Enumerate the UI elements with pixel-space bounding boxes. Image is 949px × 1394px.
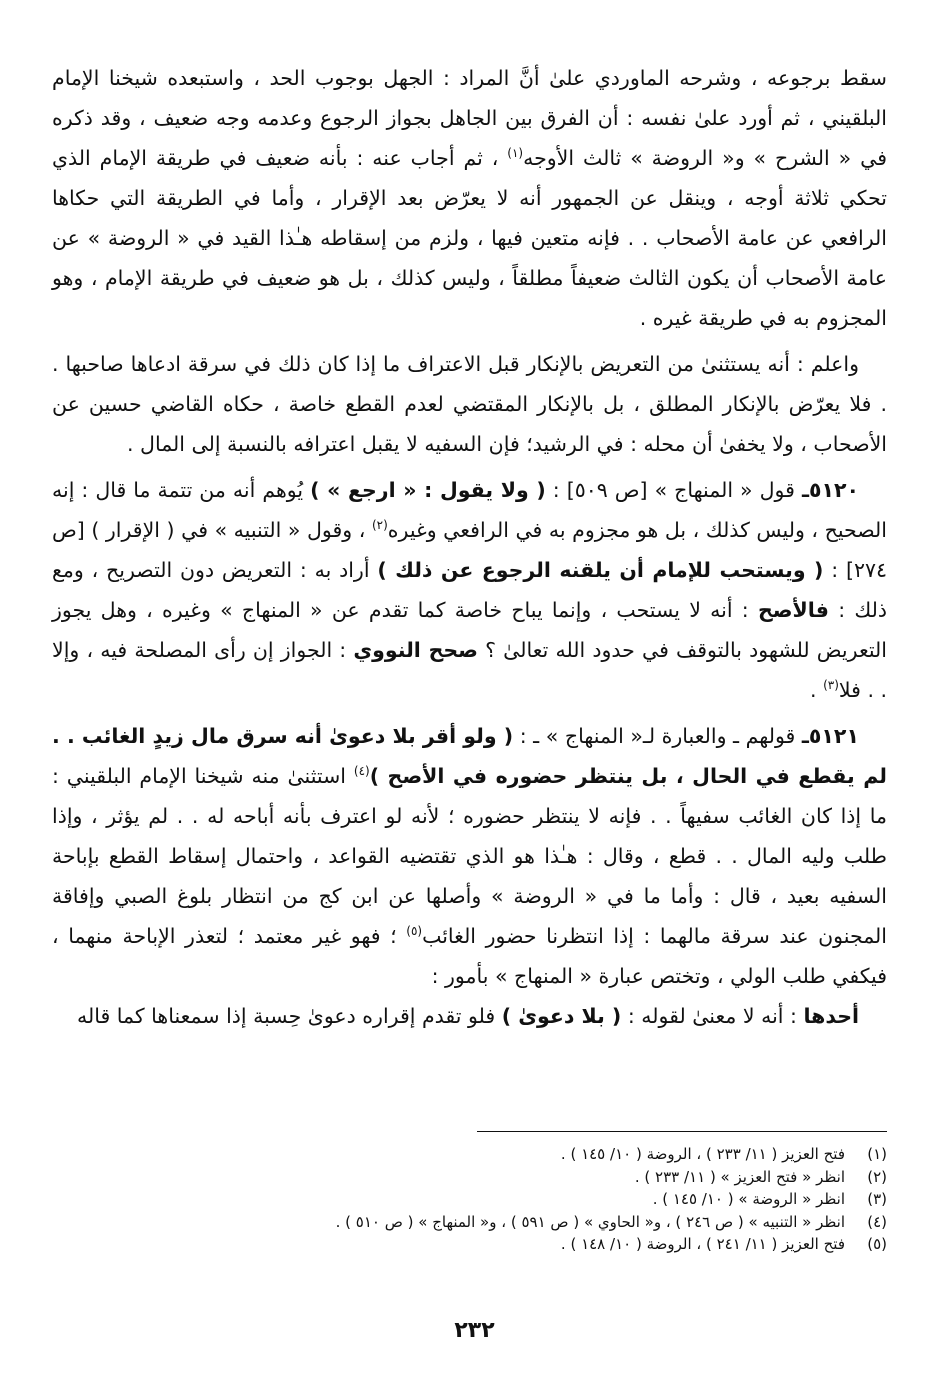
- paragraph-1: [52, 58, 887, 338]
- text-run: واعلم : أنه يستثنىٰ من التعريض بالإنكار قبل الاعتراف ما إذا كان ذلك في سرقة ادعاها صاحبها . . فلا يعرّض بالإنكار المطلق ، بل بالإنكار المقتضي لعدم القطع خاصة ، حكاه القاضي حسين عن الأصحاب ، ولا يخفىٰ أن محله : في الرشيد؛ فإن السفيه لا يقبل اعترافه بالنسبة إلى المال .: [52, 352, 887, 456]
- entry-number: ٥١٢١ـ: [801, 724, 859, 748]
- footnote-text: انظر « التنبيه » ( ص ٢٤٦ ) ، و« الحاوي » ( ص ٥٩١ ) ، و« المنهاج » ( ص ٥١٠ ) .: [335, 1212, 845, 1231]
- text-run: قولهم ـ والعبارة لـ« المنهاج » ـ :: [519, 724, 796, 748]
- paragraph-first-point: [52, 996, 887, 1036]
- footnote-ref-2: (٢): [371, 518, 388, 533]
- footnote-item: [52, 1143, 887, 1166]
- quoted-text: ( ولو أقر بلا دعوىٰ أنه سرق مال زيدٍ الغائب . . لم يقطع في الحال ، بل ينتظر حضوره في الأصح ): [52, 724, 887, 788]
- footnote-divider: [477, 1131, 887, 1132]
- entry-number: ٥١٢٠ـ: [801, 478, 860, 502]
- text-run: : أنه لا يستحب ، وإنما يباح خاصة كما تقدم عن « المنهاج » وغيره ، وهل يجوز التعريض للشهود بالتوقف في حدود الله تعالىٰ ؟: [52, 598, 887, 662]
- bold-term: أحدها: [803, 1004, 859, 1028]
- footnote-item: [52, 1233, 887, 1256]
- footnote-item: [52, 1166, 887, 1189]
- page-number: ٢٣٢: [454, 1318, 495, 1343]
- quoted-text: ( ولا يقول : « ارجع » ): [310, 478, 546, 502]
- footnote-item: [52, 1211, 887, 1234]
- text-run: ، وقول « التنبيه » في ( الإقرار ) [ص ٢٧٤] :: [52, 518, 887, 582]
- text-run: .: [810, 678, 817, 702]
- footnotes: [52, 1143, 887, 1256]
- paragraph-5120: [52, 470, 887, 710]
- text-run: : أنه لا معنىٰ لقوله :: [627, 1004, 797, 1028]
- bold-term: صحح النووي: [353, 638, 478, 662]
- footnote-text: فتح العزيز ( ١١/ ٢٣٣ ) ، الروضة ( ١٠/ ١٤٥ ) .: [560, 1145, 845, 1163]
- footnote-number: (٤): [867, 1212, 887, 1231]
- text-run: استثنىٰ منه شيخنا الإمام البلقيني : ما إذا كان الغائب سفيهاً . . فإنه لا ينتظر حضوره ؛ لأنه لو اعترف بأنه أباحه له . . لم يؤثر ، وإذا طلب وليه المال . . قطع ، وقال : هـٰذا هو الذي تقتضيه القواعد ، واحتمال إسقاط القطع بإباحة السفيه بعيد ، قال : وأما ما في « الروضة » وأصلها عن ابن كج من انتظار بلوغ الصبي وإفاقة المجنون عند سرقة مالهما : إذا انتظرنا حضور الغائب: [52, 764, 887, 948]
- footnote-ref-3: (٣): [823, 678, 839, 693]
- footnote-item: [52, 1188, 887, 1211]
- quoted-text: ( بلا دعوىٰ ): [501, 1004, 622, 1028]
- footnote-number: (٢): [867, 1167, 887, 1186]
- text-run: قول « المنهاج » [ص ٥٠٩] :: [552, 478, 795, 502]
- bold-term: فالأصح: [757, 598, 829, 622]
- text-run: ؛ فهو غير معتمد ؛ لتعذر الإباحة منهما ، فيكفي طلب الولي ، وتختص عبارة « المنهاج » بأمور :: [52, 924, 887, 988]
- footnote-number: (١): [867, 1145, 887, 1163]
- text-run: فلو تقدم إقراره دعوىٰ حِسبة إذا سمعناها كما قاله: [77, 1004, 496, 1028]
- paragraph-5121: [52, 716, 887, 996]
- paragraph-2: [52, 344, 887, 464]
- text-run: أراد به : التعريض دون التصريح ، ومع ذلك :: [52, 558, 887, 622]
- text-run: : الجواز إن رأى المصلحة فيه ، وإلا . . فلا: [52, 638, 887, 702]
- footnote-text: انظر « فتح العزيز » ( ١١/ ٢٣٣ ) .: [634, 1167, 845, 1186]
- main-text: [52, 58, 887, 1036]
- text-run: سقط برجوعه ، وشرحه الماوردي علىٰ أنَّ المراد : الجهل بوجوب الحد ، واستبعده شيخنا الإمام البلقيني ، ثم أورد علىٰ نفسه : أن الفرق بين الجاهل بجواز الرجوع وعدمه وجه ضعيف ، وقد ذكره في « الشرح » و« الروضة » ثالث الأوجه: [52, 66, 887, 170]
- footnote-ref-4: (٤): [353, 764, 370, 779]
- text-run: يُوهم أنه من تتمة ما قال : إنه الصحيح ، وليس كذلك ، بل هو مجزوم به في الرافعي وغيره: [52, 478, 887, 542]
- footnote-text: انظر « الروضة » ( ١٠/ ١٤٥ ) .: [652, 1190, 845, 1208]
- footnote-ref-1: (١): [507, 146, 524, 161]
- quoted-text: ( ويستحب للإمام أن يلقنه الرجوع عن ذلك ): [377, 558, 824, 582]
- footnote-text: فتح العزيز ( ١١/ ٢٤١ ) ، الروضة ( ١٠/ ١٤٨ ) .: [560, 1235, 845, 1253]
- footnote-ref-5: (٥): [406, 924, 423, 939]
- footnote-number: (٥): [867, 1235, 887, 1253]
- text-run: ، ثم أجاب عنه : بأنه ضعيف في طريقة الإمام الذي تحكي ثلاثة أوجه ، وينقل عن الجمهور أنه لا يعرّض بعد الإقرار ، وأما في الطريقة التي حكاها الرافعي عن عامة الأصحاب . . فإنه متعين فيها ، ولزم من إسقاطه هـٰذا القيد في « الروضة » عن عامة الأصحاب أن يكون الثالث ضعيفاً مطلقاً ، وليس كذلك ، بل هو ضعيف في طريقة الإمام ، وهو المجزوم به في طريقة غيره .: [52, 146, 887, 330]
- footnote-number: (٣): [867, 1190, 887, 1208]
